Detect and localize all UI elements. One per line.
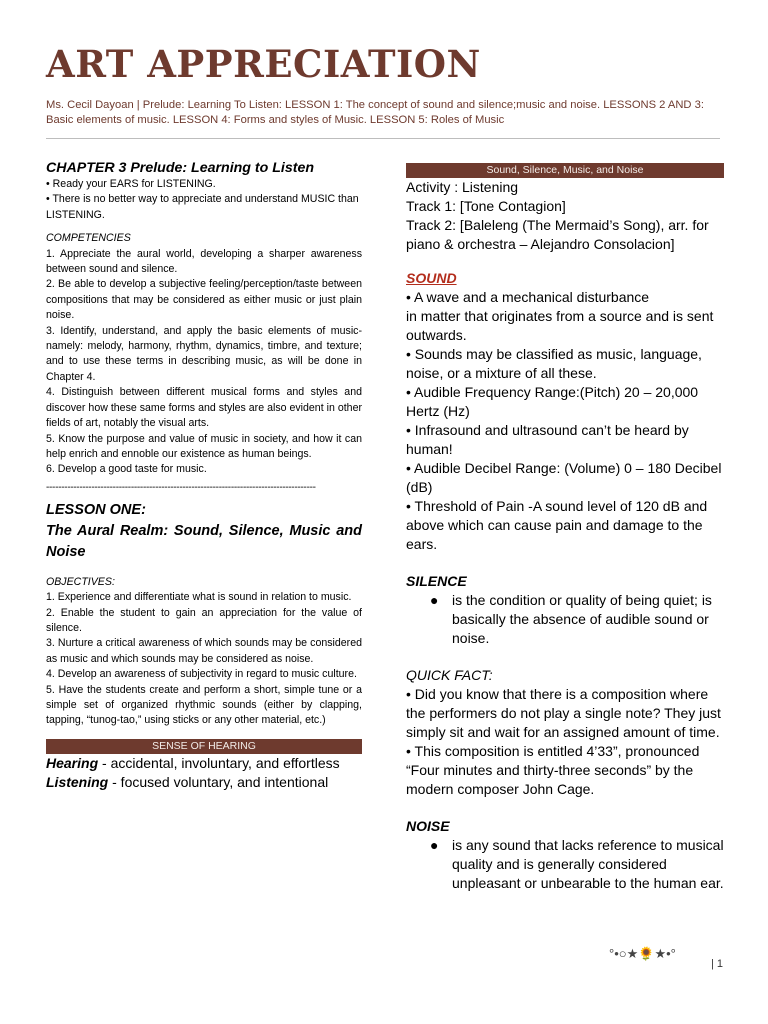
left-column <box>46 159 362 792</box>
competency-4: 4. Distinguish between different musical forms and styles and discover how these same forms and styles are also evident in other fields of art, notably the visual arts. <box>46 386 362 430</box>
sound-silence-band: Sound, Silence, Music, and Noise <box>406 163 724 178</box>
bullet-dot-icon: ● <box>430 592 439 608</box>
sound-item-2: • Sounds may be classified as music, language, noise, or a mixture of all these. <box>406 346 702 381</box>
document-title: ART APPRECIATION <box>46 42 481 86</box>
footer-decoration: °•○★🌻★•° <box>609 946 676 961</box>
sound-heading: SOUND <box>406 270 457 286</box>
competency-6: 6. Develop a good taste for music. <box>46 463 207 476</box>
page-number: | 1 <box>711 958 724 970</box>
sound-item-4: • Infrasound and ultrasound can’t be heard by human! <box>406 422 689 457</box>
silence-bullet: ● is the condition or quality of being quiet; is basically the absence of audible sound or noise. <box>430 592 712 646</box>
sound-item-3: • Audible Frequency Range:(Pitch) 20 – 20,000 Hertz (Hz) <box>406 384 699 419</box>
right-column <box>406 163 724 893</box>
objectives-label: OBJECTIVES: <box>46 575 115 588</box>
sound-item-6: • Threshold of Pain -A sound level of 120 dB and above which can cause pain and damage to the ears. <box>406 498 708 552</box>
activity-line: Activity : Listening <box>406 179 519 195</box>
sound-item-1-cont: in matter that originates from a source and is sent outwards. <box>406 308 714 343</box>
lesson-label: LESSON ONE: <box>46 501 146 518</box>
noise-bullet: ● is any sound that lacks reference to musical quality and is generally considered unpleasant or unbearable to the human ear. <box>430 837 724 891</box>
quick-fact-2: • This composition is entitled 4’33”, pronounced “Four minutes and thirty-three seconds” by the modern composer John Cage. <box>406 743 700 797</box>
competency-5: 5. Know the purpose and value of music in society, and how it can help enrich and ennoble our existence as human beings. <box>46 432 362 460</box>
competency-2: 2. Be able to develop a subjective feeling/perception/taste between compositions that may be considered as either music or just plain noise. <box>46 278 362 322</box>
track-1: Track 1: [Tone Contagion] <box>406 198 566 214</box>
objective-1: 1. Experience and differentiate what is sound in relation to music. <box>46 591 352 604</box>
document-subtitle: Ms. Cecil Dayoan | Prelude: Learning To Listen: LESSON 1: The concept of sound and silence;music and noise. LESSONS 2 AND 3: Basic elements of music. LESSON 4: Forms and styles of Music. LESSON 5: Roles of Music <box>46 99 704 126</box>
section-divider: ----------------------------------------------------------------------------------------- <box>46 481 316 493</box>
listening-definition: Listening - focused voluntary, and intentional <box>46 773 329 790</box>
quick-fact-1: • Did you know that there is a composition where the performers do not play a single note? They just simply sit and wait for an assigned amount of time. <box>406 686 721 740</box>
lesson-title: The Aural Realm: Sound, Silence, Music and Noise <box>46 522 362 560</box>
silence-heading: SILENCE <box>406 573 467 589</box>
chapter-title: CHAPTER 3 Prelude: Learning to Listen <box>46 160 315 176</box>
intro-line-1: • Ready your EARS for LISTENING. <box>46 178 216 190</box>
competency-1: 1. Appreciate the aural world, developing a sharper awareness between sound and silence. <box>46 247 362 276</box>
track-2: Track 2: [Baleleng (The Mermaid’s Song), arr. for piano & orchestra – Alejandro Consolacion] <box>406 217 709 252</box>
objective-4: 4. Develop an awareness of subjectivity in regard to music culture. <box>46 668 357 681</box>
hearing-term: Hearing <box>46 754 99 771</box>
competencies-label: COMPETENCIES <box>46 232 131 245</box>
objective-3: 3. Nurture a critical awareness of which sounds may be considered as music and which sounds may be considered as noise. <box>46 637 362 665</box>
quick-fact-heading: QUICK FACT: <box>406 667 493 683</box>
noise-heading: NOISE <box>406 818 450 834</box>
intro-line-2: • There is no better way to appreciate and understand MUSIC than LISTENING. <box>46 193 359 221</box>
bullet-dot-icon: ● <box>430 837 439 853</box>
objective-5: 5. Have the students create and perform a short, simple tune or a simple set of organized rhythmic sounds (either by clapping, tapping, “tunog-tao,” using sticks or any other material, etc.) <box>46 683 362 727</box>
competency-3: 3. Identify, understand, and apply the basic elements of music-namely: melody, harmony, rhythm, dynamics, timbre, and texture; and to use these terms in describing music, as will be done in Chapter 4. <box>46 324 362 383</box>
sound-item-1: • A wave and a mechanical disturbance <box>406 289 650 305</box>
sense-of-hearing-band: SENSE OF HEARING <box>46 739 362 754</box>
objective-2: 2. Enable the student to gain an appreciation for the value of silence. <box>46 606 362 634</box>
hearing-definition: Hearing - accidental, involuntary, and effortless <box>46 754 340 771</box>
listening-term: Listening <box>46 773 109 790</box>
header-divider <box>46 138 720 139</box>
sound-item-5: • Audible Decibel Range: (Volume) 0 – 180 Decibel (dB) <box>406 460 722 495</box>
